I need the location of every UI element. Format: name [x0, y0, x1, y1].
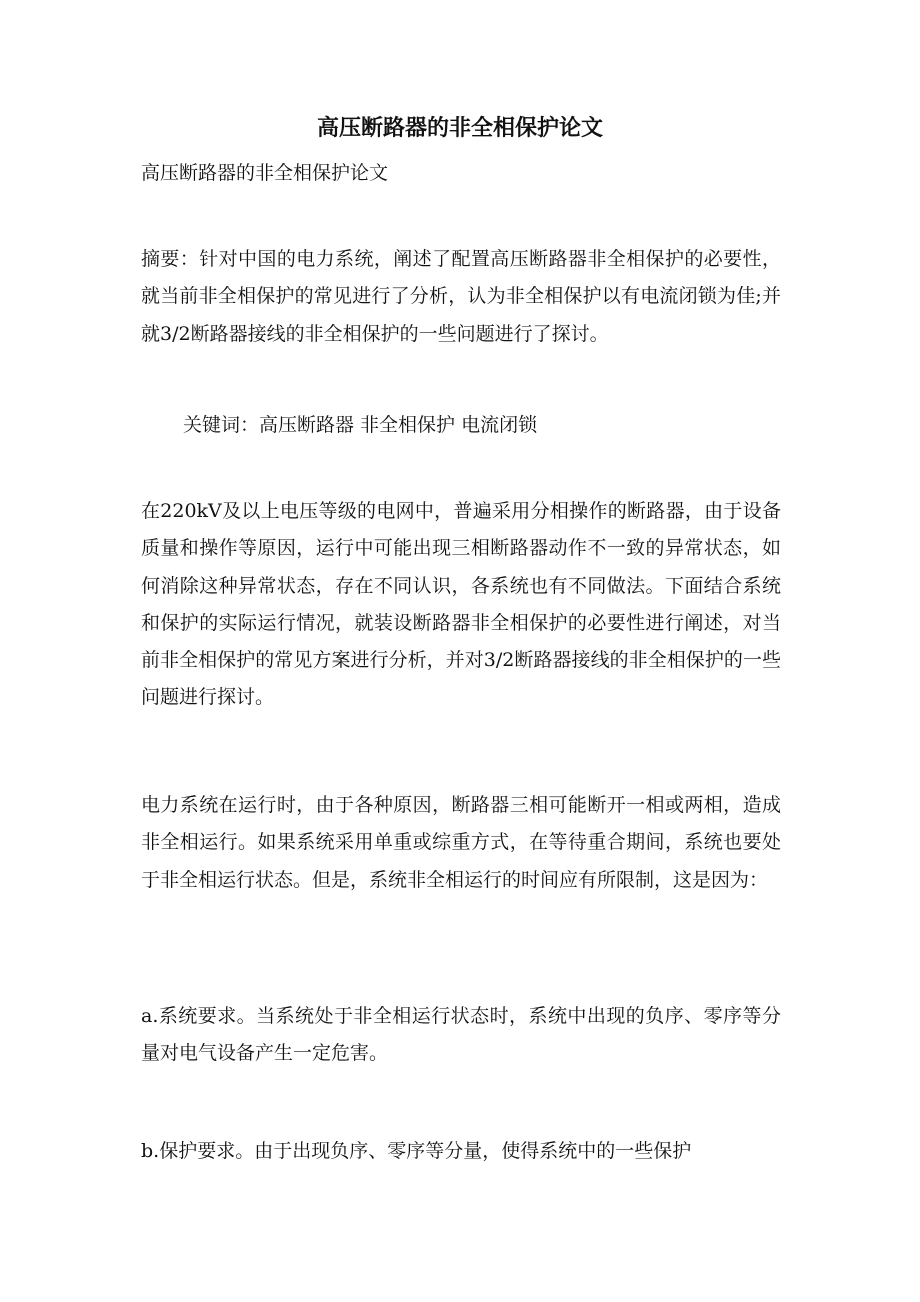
- document-subtitle: 高压断路器的非全相保护论文: [141, 162, 389, 184]
- list-item-b: b.保护要求。由于出现负序、零序等分量，使得系统中的一些保护: [141, 1140, 692, 1162]
- list-item-a: a.系统要求。当系统处于非全相运行状态时，系统中出现的负序、零序等分量对电气设备产生一定危害。: [141, 1005, 781, 1065]
- abstract-paragraph: 摘要：针对中国的电力系统，阐述了配置高压断路器非全相保护的必要性，就当前非全相保护的常见进行了分析，认为非全相保护以有电流闭锁为佳;并就3/2断路器接线的非全相保护的一些问题进行了探讨。: [141, 248, 781, 345]
- document-title: 高压断路器的非全相保护论文: [316, 115, 603, 141]
- keywords-line: 关键词：高压断路器 非全相保护 电流闭锁: [183, 414, 538, 436]
- body-paragraph-2: 电力系统在运行时，由于各种原因，断路器三相可能断开一相或两相，造成非全相运行。如果系统采用单重或综重方式，在等待重合期间，系统也要处于非全相运行状态。但是，系统非全相运行的时间应有所限制，这是因为：: [141, 794, 781, 891]
- body-paragraph-1: 在220kV及以上电压等级的电网中，普遍采用分相操作的断路器，由于设备质量和操作等原因，运行中可能出现三相断路器动作不一致的异常状态，如何消除这种异常状态，存在不同认识，各系统也有不同做法。下面结合系统和保护的实际运行情况，就装设断路器非全相保护的必要性进行阐述，对当前非全相保护的常见方案进行分析，并对3/2断路器接线的非全相保护的一些问题进行探讨。: [141, 500, 781, 709]
